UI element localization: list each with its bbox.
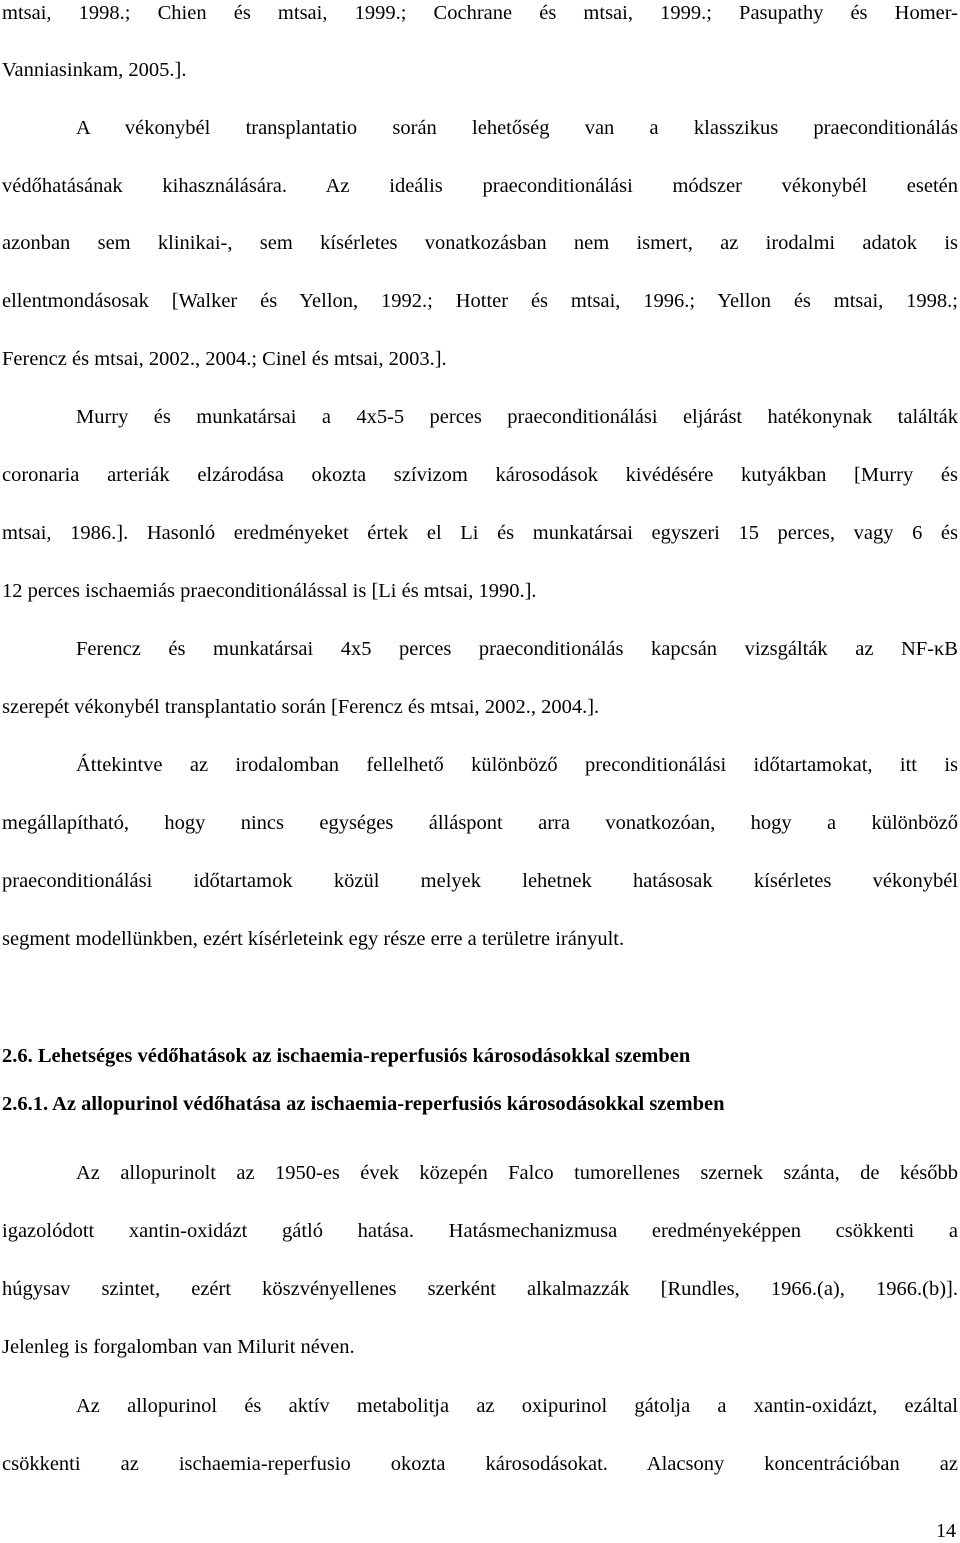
text-line: praeconditionálási időtartamok közül melyek lehetnek hatásosak kísérletes vékonybél (2, 870, 958, 892)
text-line: 12 perces ischaemiás praeconditionálással is [Li és mtsai, 1990.]. (2, 580, 537, 602)
text-line: segment modellünkben, ezért kísérleteink egy része erre a területre irányult. (2, 928, 625, 950)
text-line: Ferencz és munkatársai 4x5 perces praeconditionálás kapcsán vizsgálták az NF-κB (76, 638, 958, 660)
text-line: húgysav szintet, ezért köszvényellenes szerként alkalmazzák [Rundles, 1966.(a), 1966.(b)]. (2, 1278, 958, 1300)
subsection-heading: 2.6.1. Az allopurinol védőhatása az ischaemia-reperfusiós károsodásokkal szemben (2, 1093, 725, 1115)
text-line: Murry és munkatársai a 4x5-5 perces praeconditionálási eljárást hatékonynak találták (76, 406, 958, 428)
text-line: szerepét vékonybél transplantatio során [Ferencz és mtsai, 2002., 2004.]. (2, 696, 600, 718)
text-line: Az allopurinol és aktív metabolitja az oxipurinol gátolja a xantin-oxidázt, ezáltal (76, 1395, 958, 1417)
text-line: megállapítható, hogy nincs egységes álláspont arra vonatkozóan, hogy a különböző (2, 812, 958, 834)
text-line: Az allopurinolt az 1950-es évek közepén Falco tumorellenes szernek szánta, de később (76, 1162, 958, 1184)
section-heading: 2.6. Lehetséges védőhatások az ischaemia-reperfusiós károsodásokkal szemben (2, 1045, 691, 1067)
text-line: csökkenti az ischaemia-reperfusio okozta károsodásokat. Alacsony koncentrációban az (2, 1453, 958, 1475)
text-line: coronaria arteriák elzárodása okozta szívizom károsodások kivédésére kutyákban [Murry és (2, 464, 958, 486)
text-line: A vékonybél transplantatio során lehetőség van a klasszikus praeconditionálás (76, 117, 958, 139)
text-line: ellentmondásosak [Walker és Yellon, 1992.; Hotter és mtsai, 1996.; Yellon és mtsai, 1998.; (2, 290, 958, 312)
text-line: Vanniasinkam, 2005.]. (2, 59, 187, 81)
text-line: védőhatásának kihasználására. Az ideális praeconditionálási módszer vékonybél esetén (2, 175, 958, 197)
text-line: Áttekintve az irodalomban fellelhető különböző preconditionálási időtartamokat, itt is (76, 754, 958, 776)
text-line: mtsai, 1986.]. Hasonló eredményeket értek el Li és munkatársai egyszeri 15 perces, vagy 6 és (2, 522, 958, 544)
text-line: mtsai, 1998.; Chien és mtsai, 1999.; Cochrane és mtsai, 1999.; Pasupathy és Homer- (2, 2, 958, 24)
text-line: Jelenleg is forgalomban van Milurit néven. (2, 1336, 355, 1358)
text-line: azonban sem klinikai-, sem kísérletes vonatkozásban nem ismert, az irodalmi adatok is (2, 232, 958, 254)
text-line: igazolódott xantin-oxidázt gátló hatása. Hatásmechanizmusa eredményeképpen csökkenti a (2, 1220, 958, 1242)
page-number: 14 (936, 1520, 956, 1542)
text-line: Ferencz és mtsai, 2002., 2004.; Cinel és mtsai, 2003.]. (2, 348, 447, 370)
